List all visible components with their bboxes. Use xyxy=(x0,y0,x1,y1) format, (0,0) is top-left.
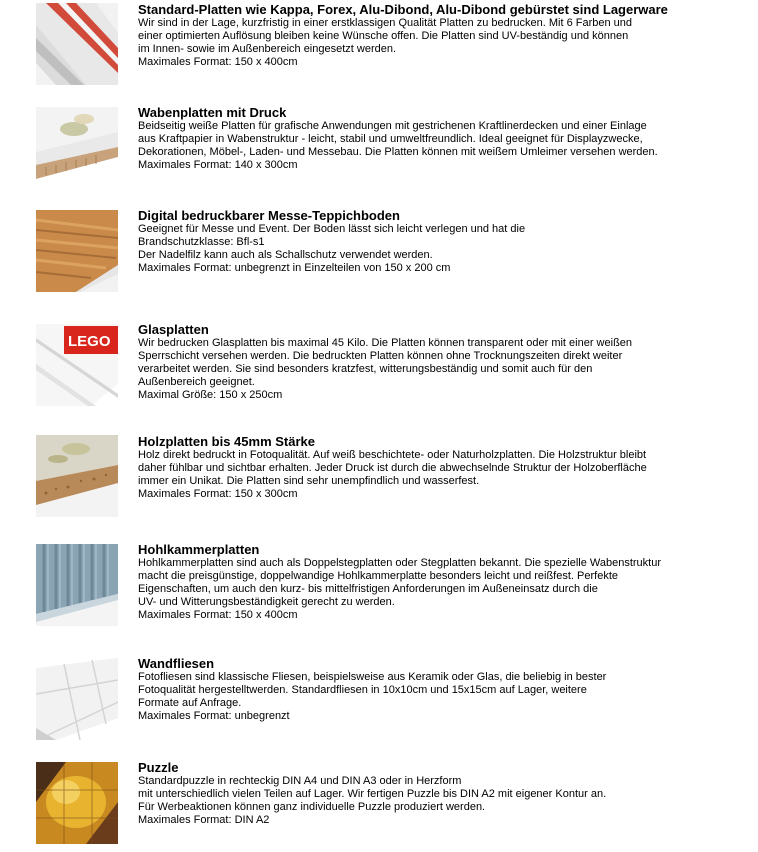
wood-plate-image xyxy=(36,435,118,517)
item-title: Glasplatten xyxy=(138,322,209,337)
item-title: Hohlkammerplatten xyxy=(138,542,260,557)
item-description: Holz direkt bedruckt in Fotoqualität. Auf weiß beschichtete- oder Naturholzplatten. Die Holzstruktur bleibt daher fühlbar und sichtbar erhalten. Jeder Druck ist durch die abwechselnde Struktur der Holzoberfläche immer ein Unikat. Die Platten sind sehr unempfindlich und wasserfest. Maximales Format: 150 x 300cm xyxy=(138,449,647,500)
wall-tiles-image xyxy=(36,658,118,740)
item-title: Standard-Platten wie Kappa, Forex, Alu-Dibond, Alu-Dibond gebürstet sind Lagerware xyxy=(138,2,668,17)
item-description: Wir bedrucken Glasplatten bis maximal 45 Kilo. Die Platten können transparent oder mit einer weißen Sperrschicht versehen werden. Die bedruckten Platten können ohne Trocknungszeiten direkt weiter verarbeitet werden. Sie sind besonders kratzfest, witterungsbeständig und somit auch für den Außenbereich geeignet. Maximal Größe: 150 x 250cm xyxy=(138,337,633,401)
item-title: Puzzle xyxy=(138,760,179,775)
honeycomb-board-image xyxy=(36,107,118,189)
item-description: Hohlkammerplatten sind auch als Doppelstegplatten oder Stegplatten bekannt. Die spezielle Wabenstruktur macht die preisgünstige, doppelwandige Hohlkammerplatte besonders leicht und reißfest. Perfekte Eigenschaften, um auch den kurz- bis mittelfristigen Anforderungen im Außeneinsatz durch die UV- und Witterungsbeständigkeit gerecht zu werden. Maximales Format: 150 x 400cm xyxy=(138,557,662,621)
item-description: Fotofliesen sind klassische Fliesen, beispielsweise aus Keramik oder Glas, die beliebig in bester Fotoqualität hergestelltwerden. Standardfliesen in 10x10cm und 15x15cm auf Lager, weitere Formate auf Anfrage. Maximales Format: unbegrenzt xyxy=(138,671,607,722)
carpet-image xyxy=(36,210,118,292)
standard-plates-image xyxy=(36,3,118,85)
svg-text:LEGO: LEGO xyxy=(68,333,111,350)
item-description: Beidseitig weiße Platten für grafische Anwendungen mit gestrichenen Kraftlinerdecken und einer Einlage aus Kraftpapier in Wabenstruktur - leicht, stabil und umweltfreundlich. Ideal geeignet für Displayzwecke, Dekorationen, Möbel-, Laden- und Messebau. Die Platten können mit weißem Umleimer versehen werden. Maximales Format: 140 x 300cm xyxy=(138,120,658,171)
item-description: Wir sind in der Lage, kurzfristig in einer erstklassigen Qualität Platten zu bedrucken. Mit 6 Farben und einer optimierten Auflösung bleiben keine Wünsche offen. Die Platten sind UV-beständig und können im Innen- sowie im Außenbereich eingesetzt werden. Maximales Format: 150 x 400cm xyxy=(138,17,633,68)
item-title: Wandfliesen xyxy=(138,656,215,671)
glass-plate-image xyxy=(36,324,118,406)
item-title: Holzplatten bis 45mm Stärke xyxy=(138,434,315,449)
item-description: Standardpuzzle in rechteckig DIN A4 und DIN A3 oder in Herzform mit unterschiedlich vielen Teilen auf Lager. Wir fertigen Puzzle bis DIN A2 mit eigener Kontur an. Für Werbeaktionen können ganz individuelle Puzzle produziert werden. Maximales Format: DIN A2 xyxy=(138,775,607,826)
item-title: Digital bedruckbarer Messe-Teppichboden xyxy=(138,208,400,223)
twin-wall-sheet-image xyxy=(36,544,118,626)
item-title: Wabenplatten mit Druck xyxy=(138,105,287,120)
item-description: Geeignet für Messe und Event. Der Boden lässt sich leicht verlegen und hat die Brandschutzklasse: Bfl-s1 Der Nadelfilz kann auch als Schallschutz verwendet werden. Maximales Format: unbegrenzt in Einzelteilen von 150 x 200 cm xyxy=(138,223,526,274)
puzzle-image xyxy=(36,762,118,844)
